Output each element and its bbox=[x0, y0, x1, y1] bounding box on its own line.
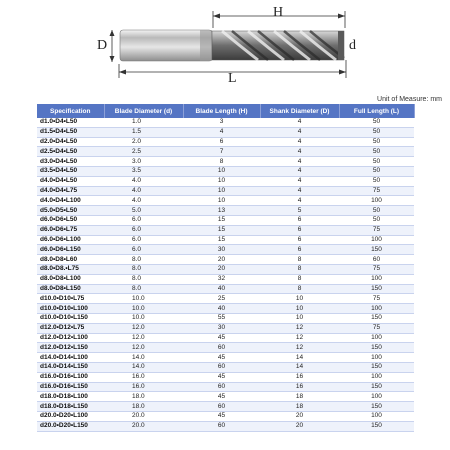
cell-blade-diameter: 6.0 bbox=[104, 225, 183, 235]
cell-shank-diameter: 20 bbox=[260, 421, 339, 431]
cell-shank-diameter: 8 bbox=[260, 274, 339, 284]
cell-shank-diameter: 14 bbox=[260, 362, 339, 372]
table-row bbox=[37, 304, 414, 314]
cell-shank-diameter: 4 bbox=[260, 147, 339, 157]
cell-blade-diameter: 5.0 bbox=[104, 206, 183, 216]
table-row bbox=[37, 392, 414, 402]
cell-blade-diameter: 4.0 bbox=[104, 176, 183, 186]
cell-full-length: 150 bbox=[339, 343, 414, 353]
cell-full-length: 60 bbox=[339, 255, 414, 265]
table-row bbox=[37, 353, 414, 363]
cell-blade-diameter: 8.0 bbox=[104, 274, 183, 284]
cell-full-length: 50 bbox=[339, 147, 414, 157]
cell-blade-length: 32 bbox=[183, 274, 260, 284]
table-row bbox=[37, 402, 414, 412]
cell-blade-diameter: 2.0 bbox=[104, 137, 183, 147]
table-row bbox=[37, 157, 414, 167]
cell-shank-diameter: 4 bbox=[260, 166, 339, 176]
cell-blade-diameter: 1.5 bbox=[104, 127, 183, 137]
cell-blade-diameter: 3.0 bbox=[104, 157, 183, 167]
cell-shank-diameter: 6 bbox=[260, 215, 339, 225]
cell-blade-length: 10 bbox=[183, 176, 260, 186]
cell-blade-length: 40 bbox=[183, 284, 260, 294]
cell-blade-diameter: 6.0 bbox=[104, 245, 183, 255]
cell-blade-length: 45 bbox=[183, 353, 260, 363]
cell-full-length: 75 bbox=[339, 323, 414, 333]
cell-blade-diameter: 1.0 bbox=[104, 118, 183, 127]
cell-blade-diameter: 12.0 bbox=[104, 343, 183, 353]
spec-table bbox=[37, 104, 415, 432]
table-row bbox=[37, 294, 414, 304]
cell-blade-length: 45 bbox=[183, 392, 260, 402]
cell-blade-length: 6 bbox=[183, 137, 260, 147]
cell-full-length: 75 bbox=[339, 264, 414, 274]
cell-blade-length: 20 bbox=[183, 255, 260, 265]
cell-specification: d20.0•D20•L100 bbox=[37, 411, 104, 421]
cell-full-length: 150 bbox=[339, 402, 414, 412]
cell-blade-length: 40 bbox=[183, 304, 260, 314]
table-row bbox=[37, 274, 414, 284]
cell-blade-diameter: 20.0 bbox=[104, 411, 183, 421]
cell-full-length: 150 bbox=[339, 313, 414, 323]
cell-blade-diameter: 10.0 bbox=[104, 304, 183, 314]
label-blade-d: d bbox=[349, 38, 356, 53]
table-row bbox=[37, 235, 414, 245]
cell-specification: d10.0•D10•L150 bbox=[37, 313, 104, 323]
cell-shank-diameter: 4 bbox=[260, 157, 339, 167]
cell-specification: d1.0•D4•L50 bbox=[37, 118, 104, 127]
cell-blade-length: 15 bbox=[183, 215, 260, 225]
cell-blade-diameter: 10.0 bbox=[104, 313, 183, 323]
cell-specification: d6.0•D6•L100 bbox=[37, 235, 104, 245]
cell-shank-diameter: 12 bbox=[260, 343, 339, 353]
cell-blade-length: 7 bbox=[183, 147, 260, 157]
cell-blade-length: 45 bbox=[183, 411, 260, 421]
label-l: L bbox=[228, 71, 237, 86]
cell-specification: d6.0•D6•L150 bbox=[37, 245, 104, 255]
cell-shank-diameter: 4 bbox=[260, 176, 339, 186]
cell-blade-diameter: 10.0 bbox=[104, 294, 183, 304]
cell-specification: d10.0•D10•L100 bbox=[37, 304, 104, 314]
header-blade-length: Blade Length (H) bbox=[183, 104, 260, 118]
table-row bbox=[37, 196, 414, 206]
cell-specification: d12.0•D12•L100 bbox=[37, 333, 104, 343]
cell-blade-length: 3 bbox=[183, 118, 260, 127]
cell-blade-diameter: 4.0 bbox=[104, 196, 183, 206]
cell-full-length: 100 bbox=[339, 274, 414, 284]
cell-shank-diameter: 4 bbox=[260, 186, 339, 196]
cell-blade-length: 25 bbox=[183, 294, 260, 304]
cell-blade-length: 30 bbox=[183, 245, 260, 255]
table-row bbox=[37, 284, 414, 294]
cell-shank-diameter: 6 bbox=[260, 245, 339, 255]
cell-specification: d20.0•D20•L150 bbox=[37, 421, 104, 431]
cell-full-length: 150 bbox=[339, 382, 414, 392]
cell-specification: d6.0•D6•L50 bbox=[37, 215, 104, 225]
cell-full-length: 50 bbox=[339, 137, 414, 147]
cell-shank-diameter: 5 bbox=[260, 206, 339, 216]
table-row bbox=[37, 215, 414, 225]
table-row bbox=[37, 411, 414, 421]
table-row bbox=[37, 176, 414, 186]
cell-shank-diameter: 16 bbox=[260, 372, 339, 382]
table-row bbox=[37, 147, 414, 157]
cell-blade-diameter: 18.0 bbox=[104, 402, 183, 412]
cell-shank-diameter: 18 bbox=[260, 402, 339, 412]
cell-shank-diameter: 10 bbox=[260, 294, 339, 304]
cell-shank-diameter: 8 bbox=[260, 284, 339, 294]
table-row bbox=[37, 206, 414, 216]
table-row bbox=[37, 186, 414, 196]
cell-specification: d12.0•D12•L150 bbox=[37, 343, 104, 353]
cell-specification: d4.0•D4•L100 bbox=[37, 196, 104, 206]
cell-full-length: 150 bbox=[339, 362, 414, 372]
cell-full-length: 75 bbox=[339, 294, 414, 304]
cell-specification: d3.5•D4•L50 bbox=[37, 166, 104, 176]
cell-blade-diameter: 14.0 bbox=[104, 362, 183, 372]
cell-full-length: 100 bbox=[339, 196, 414, 206]
cell-blade-diameter: 20.0 bbox=[104, 421, 183, 431]
header-shank-diameter: Shank Diameter (D) bbox=[260, 104, 339, 118]
cell-blade-diameter: 16.0 bbox=[104, 382, 183, 392]
cell-specification: d4.0•D4•L75 bbox=[37, 186, 104, 196]
cell-shank-diameter: 6 bbox=[260, 225, 339, 235]
cell-shank-diameter: 4 bbox=[260, 118, 339, 127]
cell-shank-diameter: 16 bbox=[260, 382, 339, 392]
cell-full-length: 100 bbox=[339, 353, 414, 363]
cell-blade-length: 15 bbox=[183, 235, 260, 245]
cell-full-length: 50 bbox=[339, 215, 414, 225]
cell-specification: d1.5•D4•L50 bbox=[37, 127, 104, 137]
cell-specification: d8.0•D8•L150 bbox=[37, 284, 104, 294]
table-row bbox=[37, 313, 414, 323]
cell-specification: d6.0•D6•L75 bbox=[37, 225, 104, 235]
cell-blade-length: 10 bbox=[183, 196, 260, 206]
table-body bbox=[37, 118, 414, 431]
cell-specification: d4.0•D4•L50 bbox=[37, 176, 104, 186]
cell-blade-length: 60 bbox=[183, 402, 260, 412]
table-row bbox=[37, 137, 414, 147]
cell-specification: d14.0•D14•L100 bbox=[37, 353, 104, 363]
cell-blade-length: 60 bbox=[183, 362, 260, 372]
table-row bbox=[37, 245, 414, 255]
cell-full-length: 150 bbox=[339, 245, 414, 255]
cell-full-length: 100 bbox=[339, 235, 414, 245]
cell-shank-diameter: 8 bbox=[260, 264, 339, 274]
cell-full-length: 50 bbox=[339, 157, 414, 167]
cell-blade-length: 45 bbox=[183, 372, 260, 382]
end-mill-diagram bbox=[0, 0, 450, 92]
cell-shank-diameter: 18 bbox=[260, 392, 339, 402]
table-row bbox=[37, 264, 414, 274]
cell-blade-length: 15 bbox=[183, 225, 260, 235]
cell-full-length: 150 bbox=[339, 284, 414, 294]
cell-full-length: 100 bbox=[339, 392, 414, 402]
table-row bbox=[37, 127, 414, 137]
cell-blade-length: 10 bbox=[183, 186, 260, 196]
header-blade-diameter: Blade Diameter (d) bbox=[104, 104, 183, 118]
cell-blade-length: 8 bbox=[183, 157, 260, 167]
cell-shank-diameter: 12 bbox=[260, 333, 339, 343]
cell-blade-diameter: 4.0 bbox=[104, 186, 183, 196]
table-row bbox=[37, 421, 414, 431]
cell-specification: d2.0•D4•L50 bbox=[37, 137, 104, 147]
cell-blade-diameter: 8.0 bbox=[104, 284, 183, 294]
cell-shank-diameter: 10 bbox=[260, 304, 339, 314]
cell-full-length: 75 bbox=[339, 186, 414, 196]
cell-blade-length: 20 bbox=[183, 264, 260, 274]
table-row bbox=[37, 323, 414, 333]
cell-shank-diameter: 6 bbox=[260, 235, 339, 245]
cell-blade-diameter: 3.5 bbox=[104, 166, 183, 176]
cell-blade-diameter: 12.0 bbox=[104, 323, 183, 333]
cell-full-length: 100 bbox=[339, 411, 414, 421]
cell-blade-length: 60 bbox=[183, 382, 260, 392]
cell-blade-diameter: 16.0 bbox=[104, 372, 183, 382]
cell-shank-diameter: 4 bbox=[260, 127, 339, 137]
table-row bbox=[37, 118, 414, 127]
table-row bbox=[37, 372, 414, 382]
cell-blade-length: 30 bbox=[183, 323, 260, 333]
header-specification: Specification bbox=[37, 104, 104, 118]
cell-full-length: 100 bbox=[339, 372, 414, 382]
cell-specification: d8.0•D8•L60 bbox=[37, 255, 104, 265]
cell-blade-length: 60 bbox=[183, 343, 260, 353]
table-row bbox=[37, 333, 414, 343]
cell-shank-diameter: 4 bbox=[260, 196, 339, 206]
shank-body bbox=[120, 30, 212, 61]
cell-blade-length: 4 bbox=[183, 127, 260, 137]
cell-shank-diameter: 14 bbox=[260, 353, 339, 363]
table-row bbox=[37, 362, 414, 372]
cell-shank-diameter: 20 bbox=[260, 411, 339, 421]
cell-blade-length: 45 bbox=[183, 333, 260, 343]
table-row bbox=[37, 382, 414, 392]
cell-shank-diameter: 12 bbox=[260, 323, 339, 333]
cell-blade-diameter: 8.0 bbox=[104, 264, 183, 274]
cell-blade-diameter: 2.5 bbox=[104, 147, 183, 157]
cell-specification: d14.0•D14•L150 bbox=[37, 362, 104, 372]
cell-specification: d2.5•D4•L50 bbox=[37, 147, 104, 157]
cell-blade-diameter: 6.0 bbox=[104, 235, 183, 245]
cell-blade-diameter: 18.0 bbox=[104, 392, 183, 402]
cell-full-length: 100 bbox=[339, 333, 414, 343]
label-shank-d: D bbox=[97, 38, 108, 53]
cell-specification: d8.0•D8•L100 bbox=[37, 274, 104, 284]
cell-full-length: 100 bbox=[339, 304, 414, 314]
cell-blade-diameter: 12.0 bbox=[104, 333, 183, 343]
cell-blade-length: 55 bbox=[183, 313, 260, 323]
cell-specification: d16.0•D16•L100 bbox=[37, 372, 104, 382]
table-row bbox=[37, 166, 414, 176]
cell-shank-diameter: 8 bbox=[260, 255, 339, 265]
table-row bbox=[37, 343, 414, 353]
cell-full-length: 50 bbox=[339, 206, 414, 216]
cell-specification: d18.0•D18•L100 bbox=[37, 392, 104, 402]
label-h: H bbox=[273, 5, 284, 20]
cell-blade-length: 13 bbox=[183, 206, 260, 216]
header-full-length: Full Length (L) bbox=[339, 104, 414, 118]
cell-specification: d5.0•D5•L50 bbox=[37, 206, 104, 216]
cell-full-length: 50 bbox=[339, 127, 414, 137]
cell-blade-diameter: 8.0 bbox=[104, 255, 183, 265]
cell-blade-length: 60 bbox=[183, 421, 260, 431]
cell-blade-diameter: 6.0 bbox=[104, 215, 183, 225]
cell-specification: d16.0•D16•L150 bbox=[37, 382, 104, 392]
cell-full-length: 75 bbox=[339, 225, 414, 235]
cell-shank-diameter: 10 bbox=[260, 313, 339, 323]
cell-specification: d12.0•D12•L75 bbox=[37, 323, 104, 333]
table-row bbox=[37, 255, 414, 265]
cell-specification: d10.0•D10•L75 bbox=[37, 294, 104, 304]
cell-full-length: 150 bbox=[339, 421, 414, 431]
cell-full-length: 50 bbox=[339, 118, 414, 127]
cell-specification: d8.0•D8.•L75 bbox=[37, 264, 104, 274]
table-header-row bbox=[37, 104, 414, 118]
cell-specification: d3.0•D4•L50 bbox=[37, 157, 104, 167]
cell-blade-length: 10 bbox=[183, 166, 260, 176]
cell-full-length: 50 bbox=[339, 176, 414, 186]
unit-of-measure-note: Unit of Measure: mm bbox=[377, 96, 442, 103]
cell-shank-diameter: 4 bbox=[260, 137, 339, 147]
cell-full-length: 50 bbox=[339, 166, 414, 176]
cell-specification: d18.0•D18•L150 bbox=[37, 402, 104, 412]
end-mill-drawing bbox=[0, 0, 450, 92]
cell-blade-diameter: 14.0 bbox=[104, 353, 183, 363]
table-row bbox=[37, 225, 414, 235]
